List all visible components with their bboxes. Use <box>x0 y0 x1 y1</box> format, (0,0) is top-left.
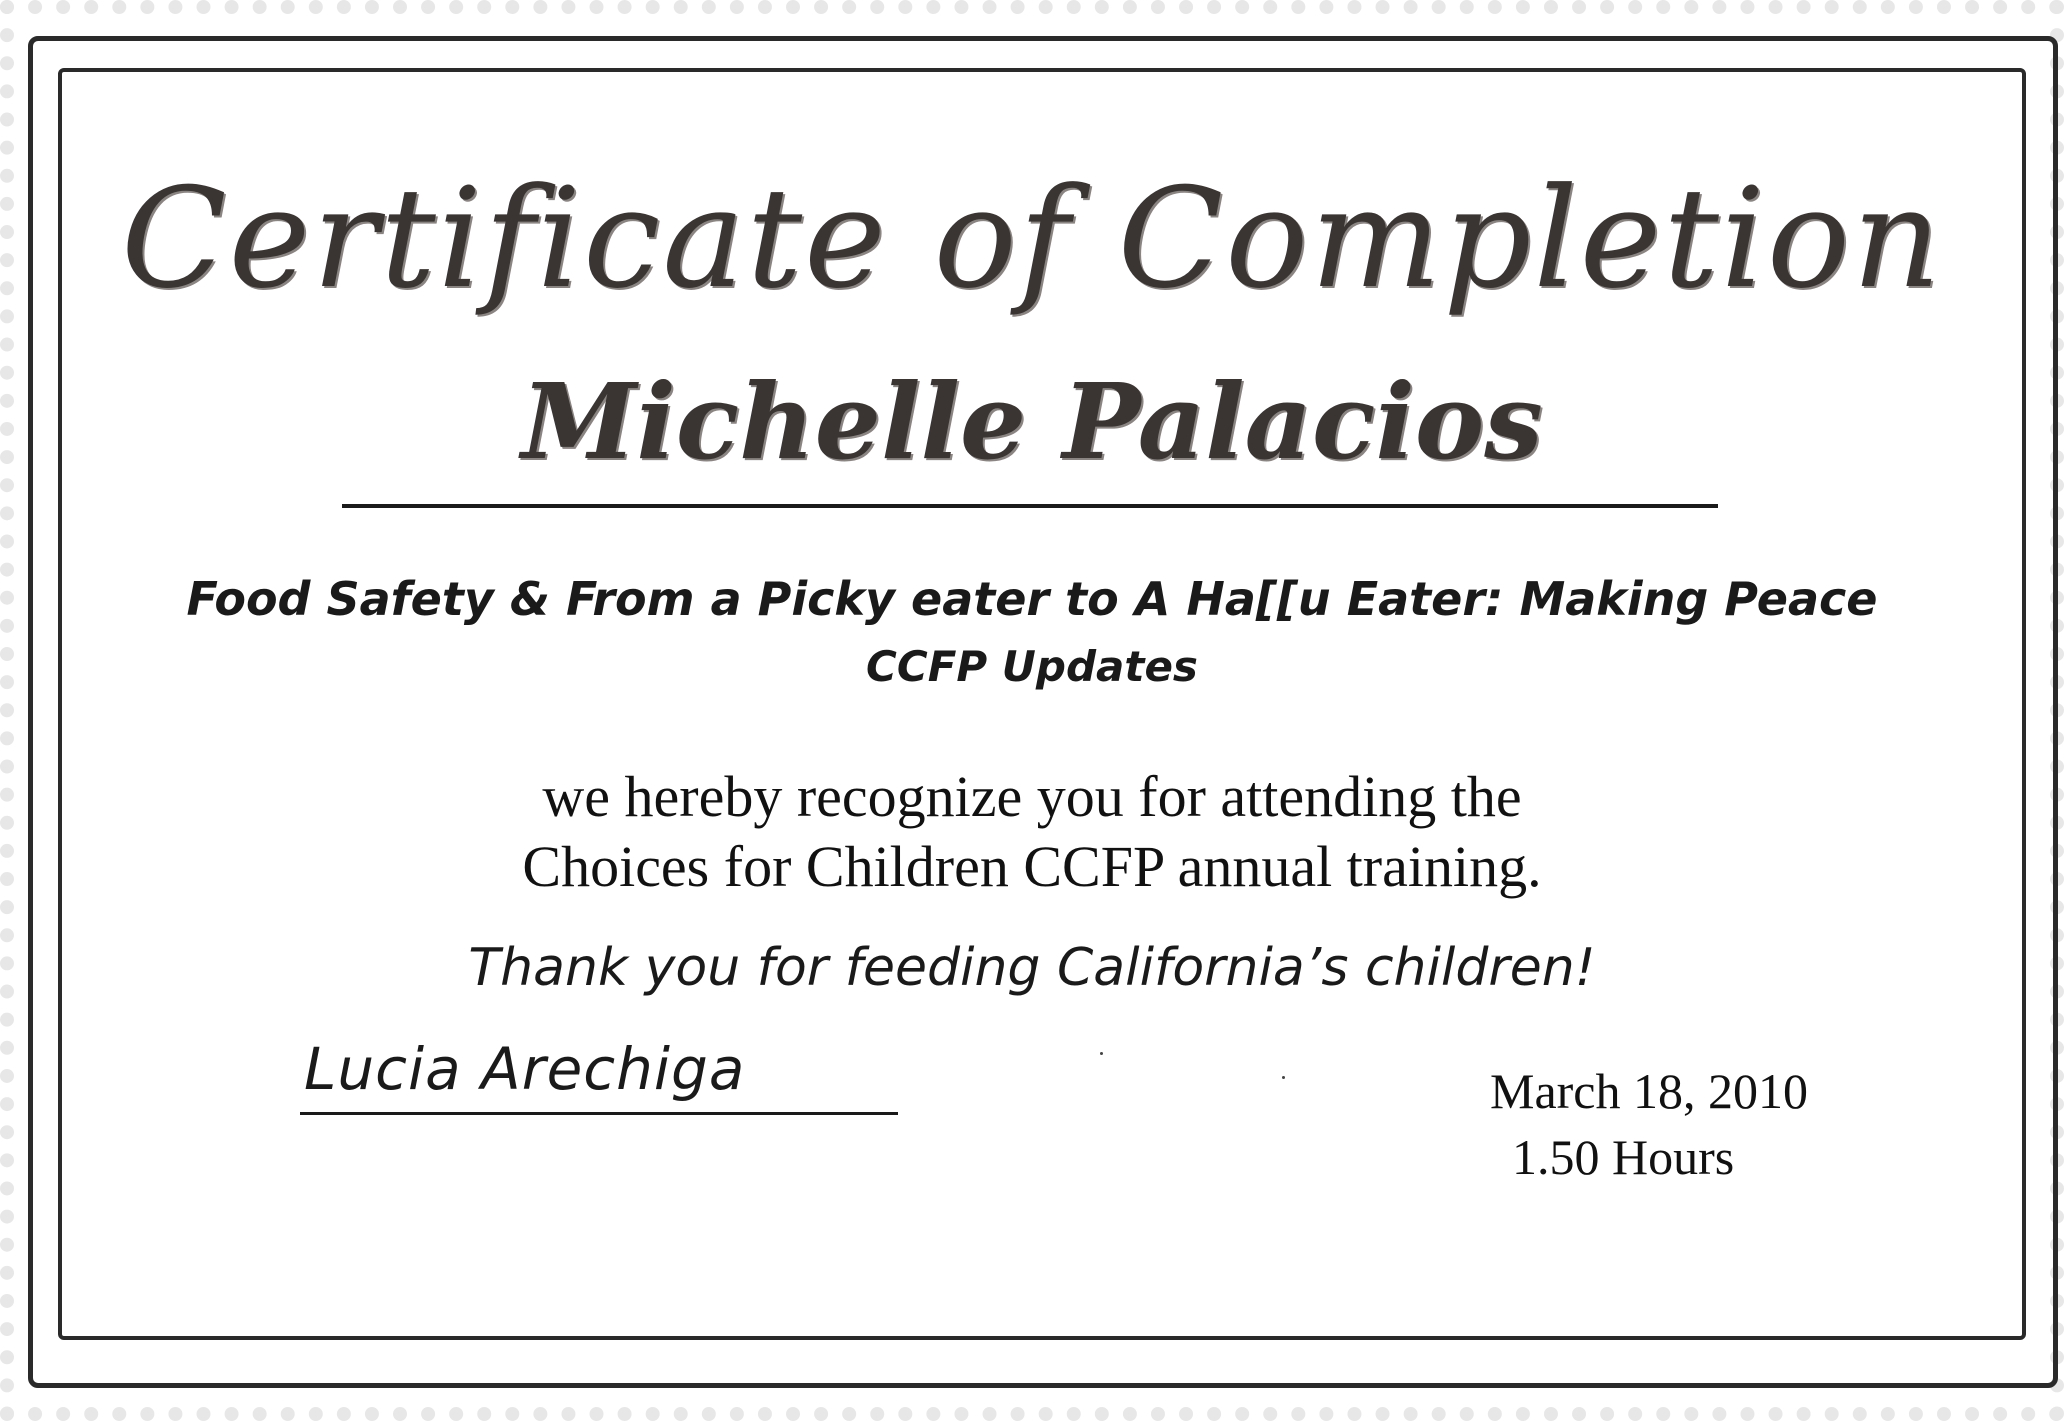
course-title-line-2: CCFP Updates <box>866 642 1198 691</box>
recipient-name-underline <box>342 504 1718 508</box>
training-hours: 1.50 Hours <box>1512 1129 1735 1185</box>
signature: Lucia Arechiga <box>304 1035 746 1103</box>
signature-underline <box>300 1112 898 1115</box>
recipient-name: Michelle Palacios <box>521 360 1543 483</box>
thank-you-message: Thank you for feeding California’s children! <box>468 938 1596 998</box>
scan-speck <box>1100 1052 1103 1055</box>
scan-speck <box>1282 1076 1285 1079</box>
recognition-text-line-2: Choices for Children CCFP annual training. <box>522 834 1542 899</box>
completion-date: March 18, 2010 <box>1490 1063 1808 1119</box>
course-title-line-1: Food Safety & From a Picky eater to A Ha[[u Eater: Making Peace <box>186 572 1878 626</box>
recognition-text-line-1: we hereby recognize you for attending the <box>542 764 1522 829</box>
certificate-title: Certificate of Completion <box>121 158 1943 319</box>
